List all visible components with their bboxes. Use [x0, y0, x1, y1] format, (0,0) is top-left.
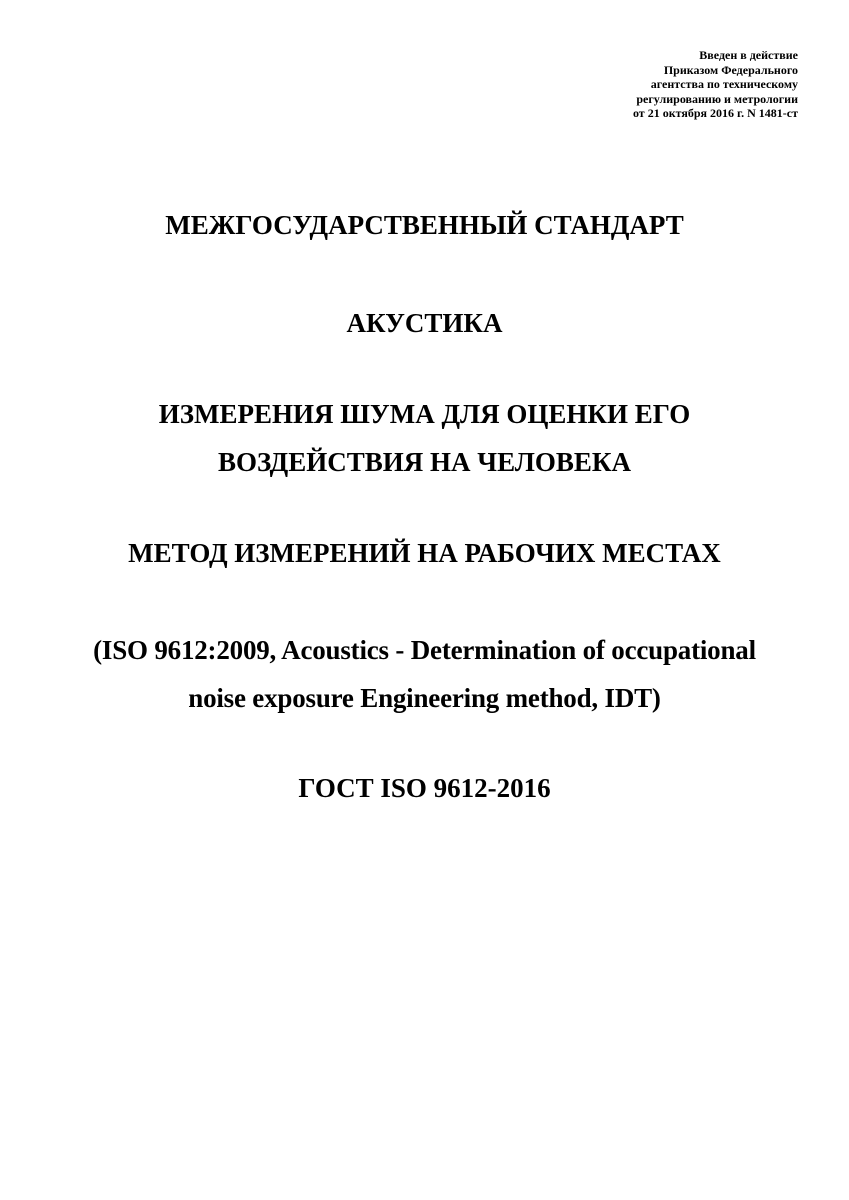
iso-reference-line: (ISO 9612:2009, Acoustics - Determination of occupational: [93, 635, 756, 665]
approval-line: Приказом Федерального: [663, 62, 798, 77]
document-subtitle: МЕТОД ИЗМЕРЕНИЙ НА РАБОЧИХ МЕСТАХ: [128, 538, 721, 568]
iso-reference-line: noise exposure Engineering method, IDT): [188, 683, 661, 713]
title-line: ВОЗДЕЙСТВИЯ НА ЧЕЛОВЕКА: [218, 447, 631, 477]
standard-designation: ГОСТ ISO 9612-2016: [298, 773, 551, 803]
document-title: [0, 390, 849, 486]
title-line: ИЗМЕРЕНИЯ ШУМА ДЛЯ ОЦЕНКИ ЕГО: [158, 399, 691, 429]
approval-line: от 21 октября 2016 г. N 1481-ст: [632, 106, 798, 121]
subject-heading: АКУСТИКА: [346, 308, 503, 338]
approval-line: Введен в действие: [699, 48, 798, 62]
approval-line: агентства по техническому: [650, 77, 798, 92]
iso-reference: [0, 626, 849, 722]
document-type-heading: МЕЖГОСУДАРСТВЕННЫЙ СТАНДАРТ: [165, 210, 684, 240]
approval-block: [498, 48, 798, 121]
approval-line: регулированию и метрологии: [636, 91, 798, 106]
